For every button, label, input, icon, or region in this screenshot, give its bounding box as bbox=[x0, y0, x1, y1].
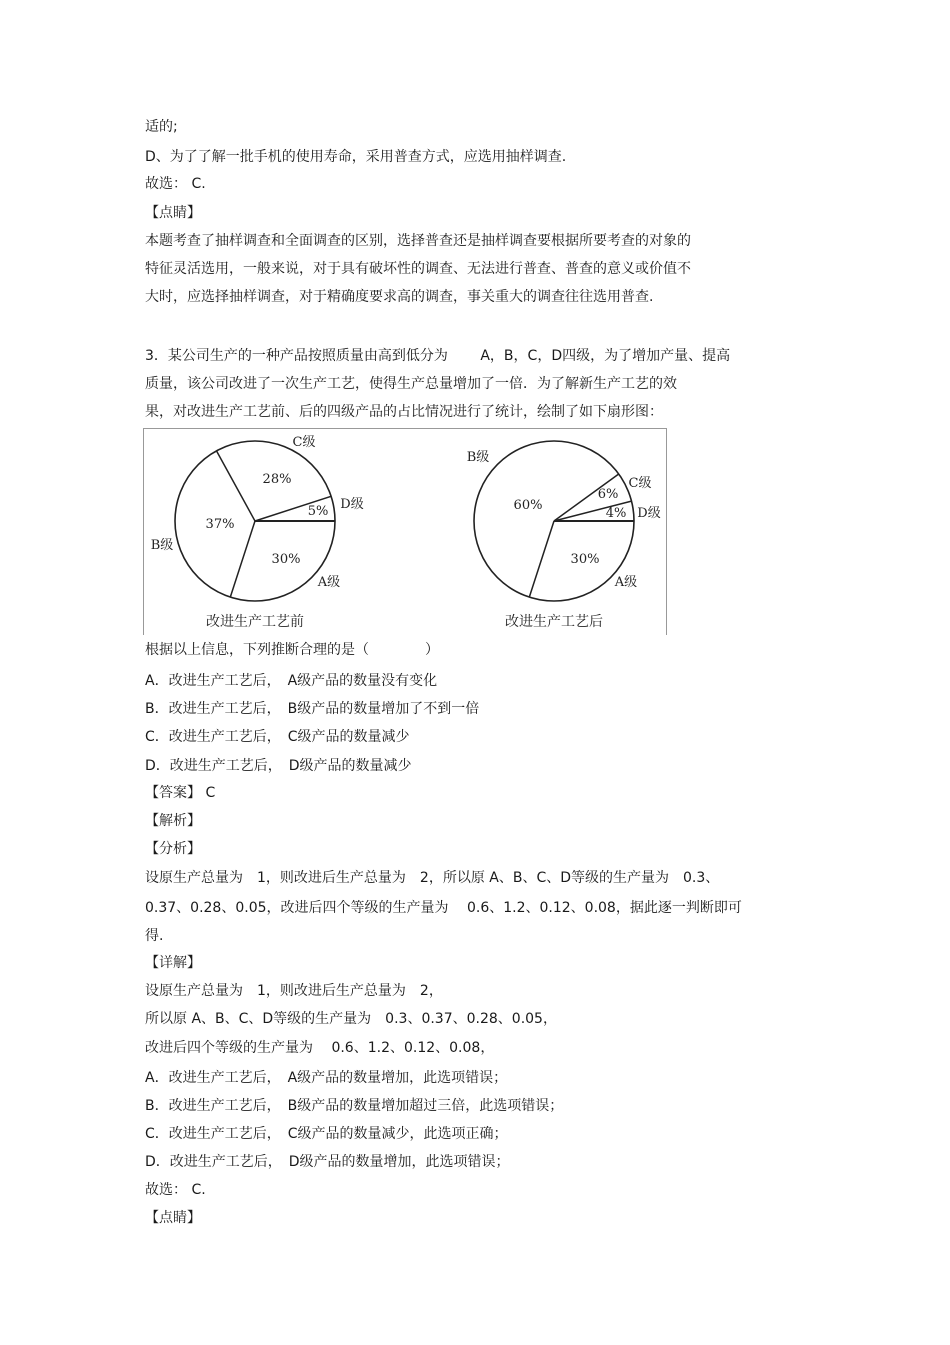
text-line: 大时，应选择抽样调查，对于精确度要求高的调查，事关重大的调查往往选用普查. bbox=[145, 289, 654, 305]
text-line: A．改进生产工艺后， A级产品的数量增加，此选项错误； bbox=[145, 1070, 508, 1086]
text-line: B．改进生产工艺后， B级产品的数量增加超过三倍，此选项错误； bbox=[145, 1098, 564, 1114]
pie-slice-boundary bbox=[217, 451, 256, 521]
question-stem: 果，对改进生产工艺前、后的四级产品的占比情况进行了统计，绘制了如下扇形图： bbox=[145, 404, 663, 420]
text-line: 设原生产总量为 1，则改进后生产总量为 2， bbox=[145, 983, 443, 999]
pie-category-label: A级 bbox=[317, 575, 341, 590]
pie-category-label: D级 bbox=[637, 506, 661, 521]
text-line: C．改进生产工艺后， C级产品的数量减少，此选项正确； bbox=[145, 1126, 508, 1142]
pie-category-label: A级 bbox=[614, 575, 638, 590]
option-c: C．改进生产工艺后， C级产品的数量减少 bbox=[145, 729, 410, 745]
question-prompt: 根据以上信息，下列推断合理的是（ ） bbox=[145, 642, 439, 658]
option-a: A．改进生产工艺后， A级产品的数量没有变化 bbox=[145, 673, 438, 689]
pie-charts-svg bbox=[144, 429, 666, 635]
pie-value-label: 5% bbox=[307, 504, 329, 519]
pie-category-label: C级 bbox=[292, 435, 316, 450]
text-line: 故选： C. bbox=[145, 176, 206, 192]
option-d: D．改进生产工艺后， D级产品的数量减少 bbox=[145, 758, 412, 774]
text-line: D、为了了解一批手机的使用寿命，采用普查方式，应选用抽样调查. bbox=[145, 149, 567, 165]
option-b: B．改进生产工艺后， B级产品的数量增加了不到一倍 bbox=[145, 701, 480, 717]
section-heading: 【点睛】 bbox=[145, 1210, 201, 1226]
section-heading: 【点睛】 bbox=[145, 205, 201, 221]
text-line: 得. bbox=[145, 928, 164, 944]
pie-chart-before bbox=[151, 435, 364, 630]
text-line: 改进后四个等级的生产量为 0.6、1.2、0.12、0.08， bbox=[145, 1040, 495, 1056]
answer: 【答案】 C bbox=[145, 785, 216, 801]
text-line: 故选： C. bbox=[145, 1182, 206, 1198]
pie-value-label: 4% bbox=[605, 506, 627, 521]
text-line: 所以原 A、B、C、D等级的生产量为 0.3、0.37、0.28、0.05， bbox=[145, 1011, 557, 1027]
text-line: 设原生产总量为 1，则改进后生产总量为 2，所以原 A、B、C、D等级的生产量为 0.3、 bbox=[145, 870, 720, 886]
pie-category-label: D级 bbox=[340, 497, 364, 512]
section-heading: 【详解】 bbox=[145, 955, 201, 971]
text-line: 本题考查了抽样调查和全面调查的区别，选择普查还是抽样调查要根据所要考查的对象的 bbox=[145, 233, 691, 249]
pie-value-label: 30% bbox=[271, 552, 301, 567]
pie-chart-after bbox=[467, 441, 661, 630]
pie-value-label: 60% bbox=[513, 498, 543, 513]
question-stem: 质量，该公司改进了一次生产工艺，使得生产总量增加了一倍．为了解新生产工艺的效 bbox=[145, 376, 677, 392]
pie-charts-figure bbox=[143, 428, 667, 635]
pie-value-label: 6% bbox=[597, 487, 619, 502]
section-heading: 【分析】 bbox=[145, 841, 201, 857]
pie-category-label: B级 bbox=[466, 450, 490, 465]
section-heading: 【解析】 bbox=[145, 813, 201, 829]
text-line: 0.37、0.28、0.05，改进后四个等级的生产量为 0.6、1.2、0.12、0.08，据此逐一判断即可 bbox=[145, 900, 742, 916]
pie-value-label: 28% bbox=[262, 472, 292, 487]
pie-value-label: 30% bbox=[570, 552, 600, 567]
pie-value-label: 37% bbox=[205, 517, 235, 532]
text-line: 特征灵活选用，一般来说，对于具有破坏性的调查、无法进行普查、普查的意义或价值不 bbox=[145, 261, 691, 277]
pie-slice-boundary bbox=[529, 521, 554, 597]
pie-category-label: B级 bbox=[150, 538, 174, 553]
pie-title: 改进生产工艺前 bbox=[206, 614, 304, 630]
question-stem: 3．某公司生产的一种产品按照质量由高到低分为 A，B，C，D四级，为了增加产量、提高 bbox=[145, 348, 731, 364]
text-line: D．改进生产工艺后， D级产品的数量增加，此选项错误； bbox=[145, 1154, 510, 1170]
pie-category-label: C级 bbox=[628, 476, 652, 491]
text-line: 适的; bbox=[145, 119, 178, 135]
pie-slice-boundary bbox=[230, 521, 255, 597]
pie-title: 改进生产工艺后 bbox=[505, 614, 603, 630]
